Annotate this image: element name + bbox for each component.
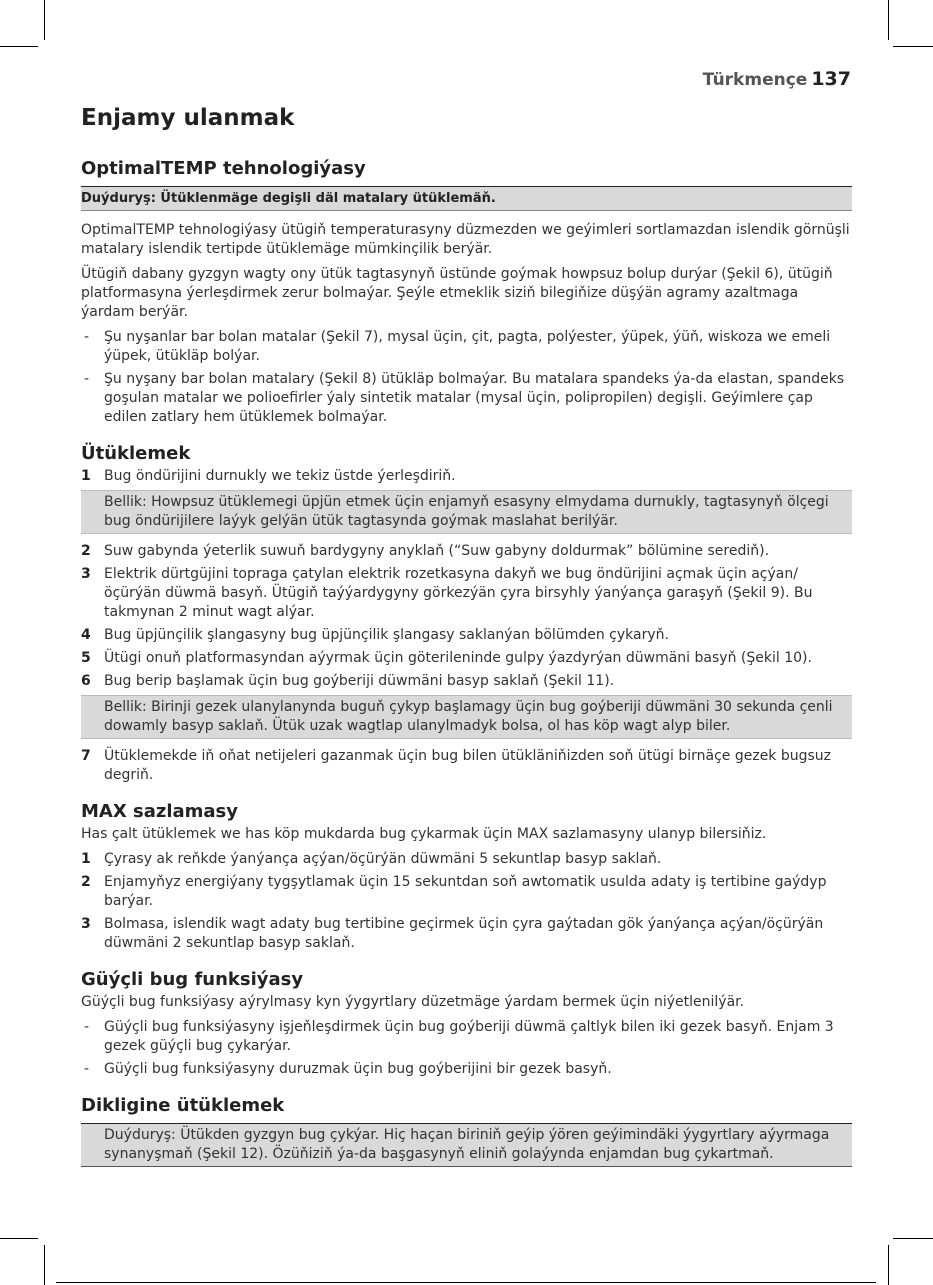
page-number: 137 bbox=[811, 68, 851, 90]
list-item bbox=[81, 850, 852, 869]
list-item bbox=[81, 915, 852, 953]
step-list bbox=[81, 542, 852, 691]
section-heading: Ütüklemek bbox=[81, 443, 191, 464]
step-text: Enjamyňyz energiýany tygşytlamak üçin 15 sekuntdan soň awtomatik usulda adaty iş tertibine gaýdyp barýar. bbox=[104, 874, 827, 909]
list-item: - Güýçli bug funksiýasyny duruzmak üçin bug goýberijini bir gezek basyň. bbox=[81, 1060, 852, 1079]
section-heading: Dikligine ütüklemek bbox=[81, 1095, 285, 1116]
crop-mark bbox=[0, 46, 38, 47]
list-item bbox=[81, 747, 852, 785]
step-text: Elektrik dürtgüjini topraga çatylan elektrik rozetkasyna dakyň we bug öndürijini açmak üçin açýan/öçürýän düwmä basyň. Ütügiň taýýardygyny görkezýän çyra birsyhly ýanýança garaşyň (Şekil 9). Bu takmynan 2 minut wagt alýar. bbox=[104, 566, 813, 620]
crop-mark bbox=[888, 0, 889, 40]
step-list bbox=[81, 467, 852, 486]
section-heading: OptimalTEMP tehnologiýasy bbox=[81, 158, 366, 179]
list-item bbox=[81, 626, 852, 645]
note-box: Bellik: Howpsuz ütüklemegi üpjün etmek üçin enjamyň esasyny elmydama durnukly, tagtasynyň ölçegi bug öndürijilere laýyk gelýän ütük tagtasynda goýmak maslahat berilýär. bbox=[81, 490, 852, 534]
step-list bbox=[81, 850, 852, 953]
paragraph: Güýçli bug funksiýasy aýrylmasy kyn ýygyrtlary düzetmäge ýardam bermek üçin niýetlenilýär. bbox=[81, 994, 745, 1010]
page-title: Enjamy ulanmak bbox=[81, 105, 295, 131]
list-item bbox=[81, 565, 852, 622]
page-content bbox=[81, 102, 852, 1175]
paragraph: Has çalt ütüklemek we has köp mukdarda bug çykarmak üçin MAX sazlamasyny ulanyp bilersiňiz. bbox=[81, 826, 767, 842]
section-boost bbox=[81, 967, 852, 1079]
section-ironing bbox=[81, 441, 852, 785]
step-text: Çyrasy ak reňkde ýanýança açýan/öçürýän düwmäni 5 sekuntlap basyp saklaň. bbox=[104, 851, 662, 867]
crop-mark bbox=[893, 1238, 933, 1239]
paragraph: OptimalTEMP tehnologiýasy ütügiň temperaturasyny düzmezden we geýimleri sortlamazdan islendik görnüşli matalary islendik tertipde ütüklemäge mümkinçilik berýär. bbox=[81, 222, 850, 257]
paragraph: Ütügiň dabany gyzgyn wagty ony ütük tagtasynyň üstünde goýmak howpsuz bolup durýar (Şekil 6), ütügiň platformasyna ýerleşdirmek zerur bolmaýar. Şeýle etmeklik siziň bilegiňize düşýän agramy azaltmaga ýardam berýär. bbox=[81, 266, 833, 320]
crop-mark bbox=[888, 1245, 889, 1285]
list-item bbox=[81, 873, 852, 911]
step-list bbox=[81, 747, 852, 785]
step-number: 2 bbox=[81, 543, 91, 559]
step-text: Suw gabynda ýeterlik suwuň bardygyny anyklaň (“Suw gabyny doldurmak” bölümine serediň). bbox=[104, 543, 770, 559]
list-item: - Şu nyşany bar bolan matalary (Şekil 8) ütükläp bolmaýar. Bu matalara spandeks ýa-da elastan, spandeks goşulan matalar we polioefirler ýaly sintetik matalar (mysal üçin, polipropilen) degişli. Geýimlere çap edilen zatlary hem ütüklemek bolmaýar. bbox=[81, 370, 852, 427]
crop-mark bbox=[44, 0, 45, 40]
bullet-list bbox=[81, 328, 852, 427]
step-number: 1 bbox=[81, 851, 91, 867]
list-item bbox=[81, 649, 852, 668]
step-text: Bolmasa, islendik wagt adaty bug tertibine geçirmek üçin çyra gaýtadan gök ýanýança açýan/öçürýän düwmäni 2 sekuntlap basyp saklaň. bbox=[104, 916, 824, 951]
step-text: Ütügi onuň platformasyndan aýyrmak üçin göterileninde gulpy ýazdyrýan düwmäni basyň (Şekil 10). bbox=[104, 650, 812, 666]
step-number: 3 bbox=[81, 566, 91, 582]
step-number: 7 bbox=[81, 748, 91, 764]
section-optimaltemp bbox=[81, 156, 852, 427]
section-heading: Güýçli bug funksiýasy bbox=[81, 969, 304, 990]
list-item: - Güýçli bug funksiýasyny işjeňleşdirmek üçin bug goýberiji düwmä çaltlyk bilen iki gezek basyň. Enjam 3 gezek güýçli bug çykarýar. bbox=[81, 1018, 852, 1056]
warning-box: Duýduryş: Ütükden gyzgyn bug çykýar. Hiç haçan biriniň geýip ýören geýimindäki ýygyrtlary aýyrmaga synanyşmaň (Şekil 12). Özüňiziň ýa-da başgasynyň eliniň golaýynda enjamdan bug çykartmaň. bbox=[81, 1123, 852, 1167]
crop-mark bbox=[0, 1238, 38, 1239]
step-number: 6 bbox=[81, 673, 91, 689]
step-number: 2 bbox=[81, 874, 91, 890]
step-number: 5 bbox=[81, 650, 91, 666]
section-vertical bbox=[81, 1093, 852, 1167]
section-heading: MAX sazlamasy bbox=[81, 801, 238, 822]
step-number: 3 bbox=[81, 916, 91, 932]
step-number: 4 bbox=[81, 627, 91, 643]
header-language: Türkmençe bbox=[702, 70, 808, 90]
step-text: Bug berip başlamak üçin bug goýberiji düwmäni basyp saklaň (Şekil 11). bbox=[104, 673, 615, 689]
step-number: 1 bbox=[81, 468, 91, 484]
warning-bar: Duýduryş: Ütüklenmäge degişli däl matalary ütüklemäň. bbox=[81, 186, 852, 211]
step-text: Bug öndürijini durnukly we tekiz üstde ýerleşdiriň. bbox=[104, 468, 456, 484]
step-text: Bug üpjünçilik şlangasyny bug üpjünçilik şlangasy saklanýan bölümden çykaryň. bbox=[104, 627, 669, 643]
list-item bbox=[81, 672, 852, 691]
bottom-rule bbox=[56, 1282, 876, 1283]
note-box: Bellik: Birinji gezek ulanylanynda buguň çykyp başlamagy üçin bug goýberiji düwmäni 30 sekunda çenli dowamly basyp saklaň. Ütük uzak wagtlap ulanylmadyk bolsa, ol has köp wagt alyp biler. bbox=[81, 695, 852, 739]
crop-mark bbox=[893, 46, 933, 47]
crop-mark bbox=[44, 1245, 45, 1285]
step-text: Ütüklemekde iň oňat netijeleri gazanmak üçin bug bilen ütükläniňizden soň ütügi birnäçe gezek bugsuz degriň. bbox=[104, 748, 832, 783]
section-max bbox=[81, 799, 852, 953]
list-item bbox=[81, 542, 852, 561]
page-header bbox=[703, 68, 851, 90]
bullet-list bbox=[81, 1018, 852, 1079]
list-item: - Şu nyşanlar bar bolan matalar (Şekil 7), mysal üçin, çit, pagta, polýester, ýüpek, ýüň, wiskoza we emeli ýüpek, ütükläp bolýar. bbox=[81, 328, 852, 366]
list-item bbox=[81, 467, 852, 486]
